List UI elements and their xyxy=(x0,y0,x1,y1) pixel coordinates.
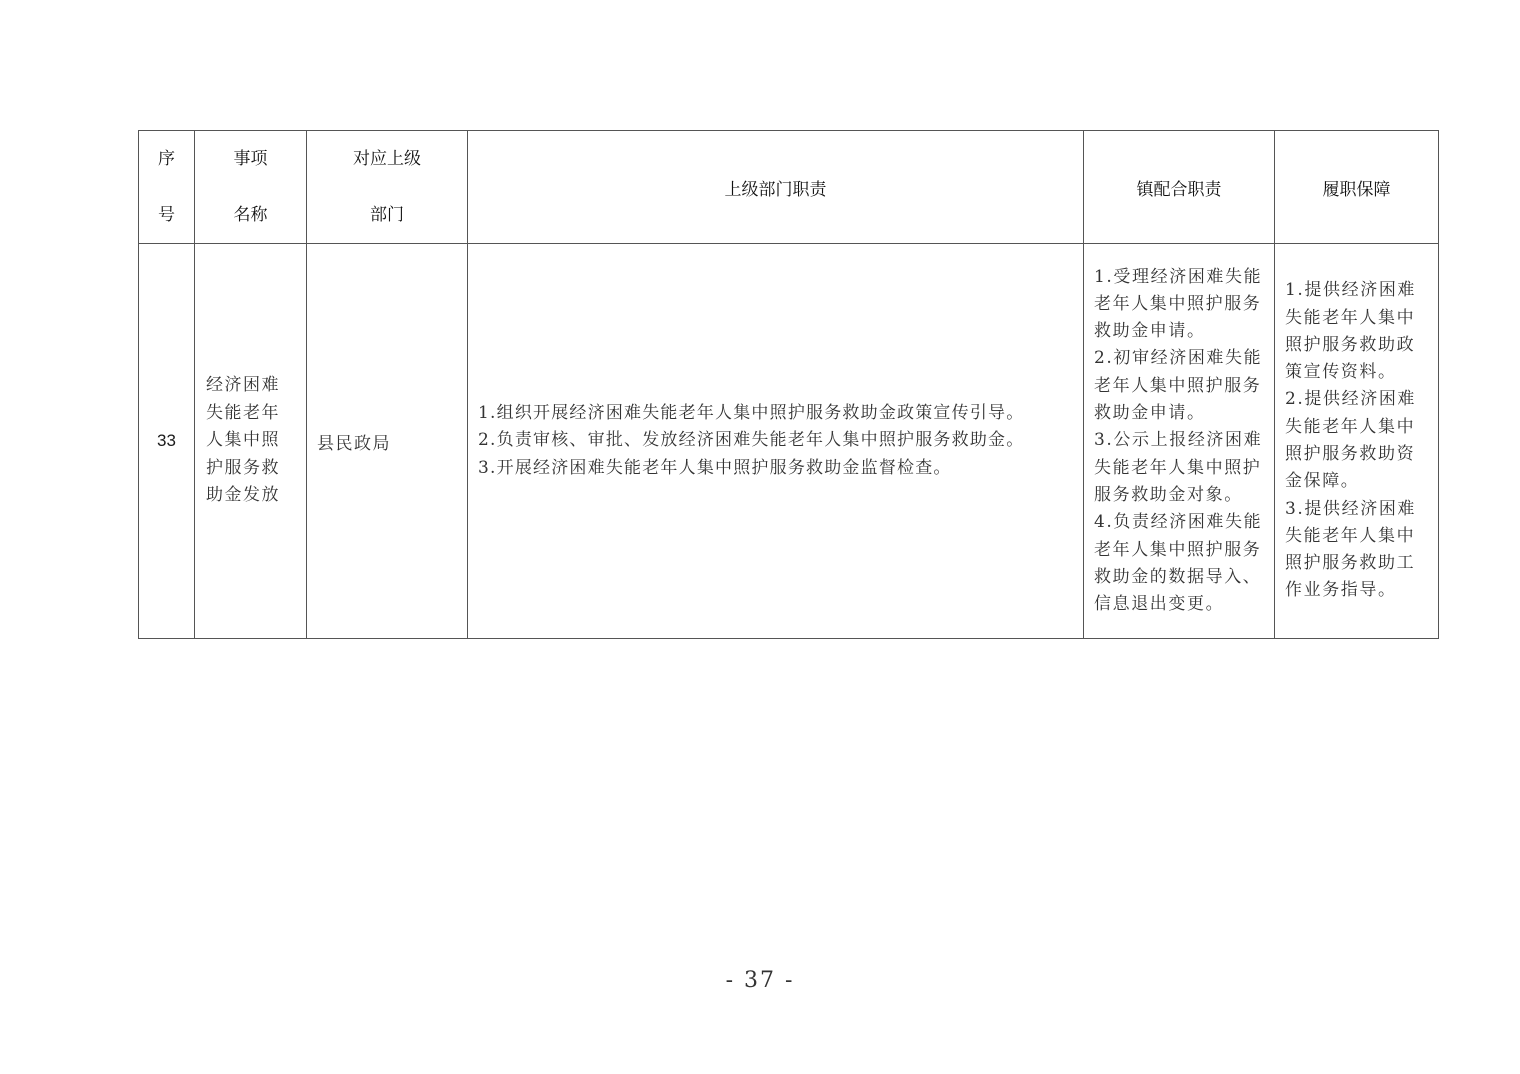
town-line: 救助金申请。 xyxy=(1094,403,1206,424)
page-number: - 37 - xyxy=(725,968,795,993)
guarantee-line: 作业务指导。 xyxy=(1285,580,1397,601)
header-dept-line2: 部门 xyxy=(370,205,404,225)
town-line: 4.负责经济困难失能 xyxy=(1094,512,1263,533)
town-line: 失能老年人集中照护 xyxy=(1094,457,1262,478)
row-town-duty xyxy=(1084,244,1275,639)
row-item-name xyxy=(195,244,307,639)
item-line: 助金发放 xyxy=(206,485,280,506)
town-line: 救助金的数据导入、 xyxy=(1094,566,1262,587)
guarantee-line: 金保障。 xyxy=(1285,471,1360,492)
town-line: 救助金申请。 xyxy=(1094,321,1206,342)
guarantee-line: 照护服务救助政 xyxy=(1285,334,1416,355)
header-dept xyxy=(307,131,468,244)
guarantee-line: 3.提供经济困难 xyxy=(1285,498,1417,519)
town-line: 3.公示上报经济困难 xyxy=(1094,430,1263,451)
town-line: 信息退出变更。 xyxy=(1094,594,1225,615)
header-no-line2: 号 xyxy=(158,205,175,225)
guarantee-line: 策宣传资料。 xyxy=(1285,362,1397,383)
duty-table xyxy=(138,130,1439,639)
table-row xyxy=(139,244,1439,639)
guarantee-line: 照护服务救助资 xyxy=(1285,444,1416,464)
header-guarantee: 履职保障 xyxy=(1275,131,1439,244)
header-duty: 上级部门职责 xyxy=(468,131,1084,244)
guarantee-line: 失能老年人集中 xyxy=(1285,525,1416,546)
town-line: 2.初审经济困难失能 xyxy=(1094,348,1263,369)
row-guarantee xyxy=(1275,244,1439,639)
town-line: 老年人集中照护服务 xyxy=(1094,375,1262,396)
item-line: 护服务救 xyxy=(206,457,280,478)
town-line: 老年人集中照护服务 xyxy=(1094,539,1262,560)
town-line: 老年人集中照护服务 xyxy=(1094,293,1262,314)
guarantee-line: 1.提供经济困难 xyxy=(1285,280,1417,301)
header-item-line2: 名称 xyxy=(233,205,268,225)
header-item-line1: 事项 xyxy=(233,149,268,169)
guarantee-line: 失能老年人集中 xyxy=(1285,416,1416,437)
item-line: 失能老年 xyxy=(206,402,280,423)
row-duty xyxy=(468,244,1084,639)
row-no: 33 xyxy=(139,244,195,639)
duty-line: 1.组织开展经济困难失能老年人集中照护服务救助金政策宣传引导。 xyxy=(478,402,1025,423)
duty-line: 3.开展经济困难失能老年人集中照护服务救助金监督检查。 xyxy=(478,457,952,478)
header-dept-line1: 对应上级 xyxy=(353,149,421,169)
item-line: 经济困难 xyxy=(206,375,280,396)
guarantee-line: 照护服务救助工 xyxy=(1285,553,1416,574)
town-line: 服务救助金对象。 xyxy=(1094,484,1243,505)
guarantee-line: 2.提供经济困难 xyxy=(1285,389,1417,410)
header-row xyxy=(139,131,1439,244)
header-no xyxy=(139,131,195,244)
item-line: 人集中照 xyxy=(206,430,280,451)
header-item xyxy=(195,131,307,244)
town-line: 1.受理经济困难失能 xyxy=(1094,266,1263,287)
guarantee-line: 失能老年人集中 xyxy=(1285,307,1416,328)
header-no-line1: 序 xyxy=(158,149,175,169)
duty-line: 2.负责审核、审批、发放经济困难失能老年人集中照护服务救助金。 xyxy=(478,430,1025,451)
row-dept: 县民政局 xyxy=(307,244,468,639)
header-town: 镇配合职责 xyxy=(1084,131,1275,244)
